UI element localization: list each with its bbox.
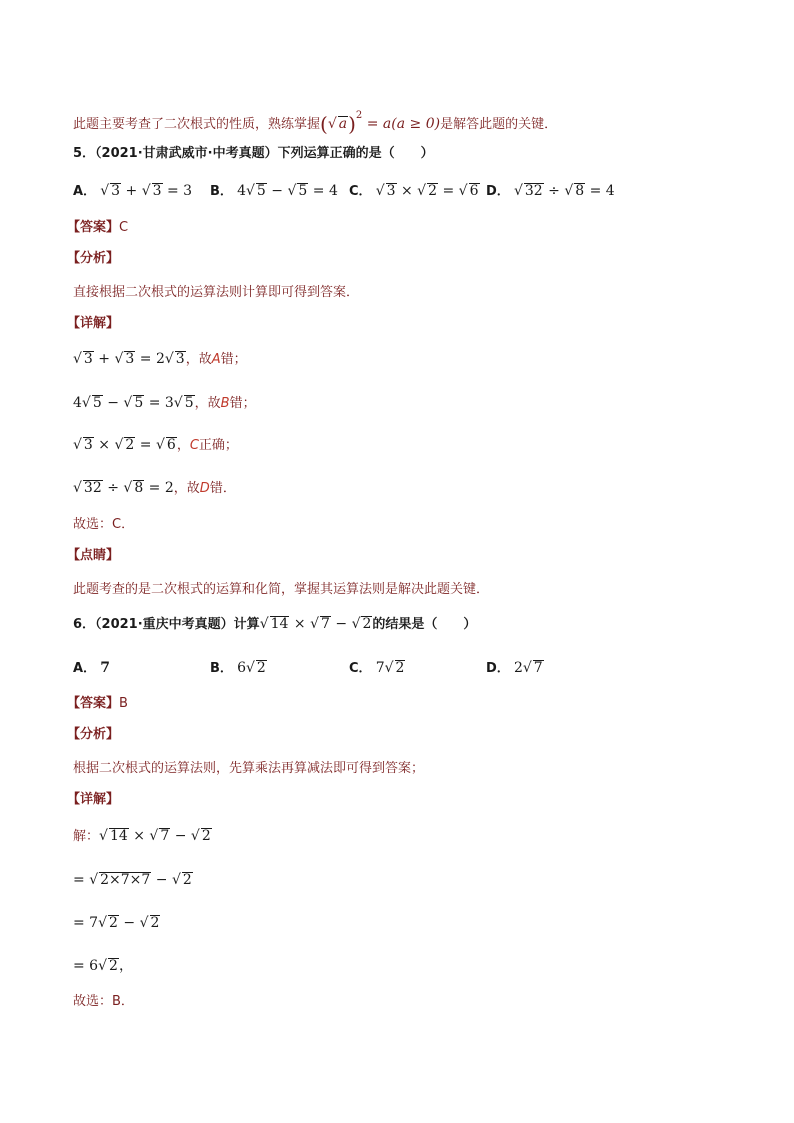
q5-answer: 【答案】C bbox=[67, 220, 129, 235]
intro-line: 此题主要考查了二次根式的性质，熟练掌握(√ a)$^2$ = a(a ≥ 0)是解答此题的关键． bbox=[73, 110, 558, 136]
math-text: = bbox=[438, 183, 459, 199]
q6-choose: 故选：B． bbox=[73, 994, 134, 1009]
math-text: ÷ bbox=[102, 480, 124, 496]
radicand: 2 bbox=[362, 616, 372, 632]
math-text: − bbox=[151, 872, 172, 888]
math-text: − bbox=[102, 395, 124, 411]
math-text: = 7 bbox=[73, 915, 99, 931]
math-text: = 3 bbox=[162, 183, 193, 199]
intro-formula: (√ a)$^2$ = a(a ≥ 0) bbox=[320, 110, 441, 136]
math-text: × bbox=[93, 437, 115, 453]
math-text: + bbox=[121, 183, 142, 199]
q6-option-d[interactable]: D． 2√ 7 bbox=[486, 660, 543, 676]
radicand: 6 bbox=[166, 437, 176, 453]
radicand: 32 bbox=[83, 480, 102, 496]
radical-sign: √ bbox=[155, 437, 165, 453]
q5-comment-tag: 【点睛】 bbox=[67, 548, 120, 563]
q6-detail-tag: 【详解】 bbox=[67, 792, 120, 807]
q6-option-a[interactable]: A． 7 bbox=[73, 660, 110, 676]
radicand: 3 bbox=[83, 437, 93, 453]
math-text: − bbox=[170, 828, 191, 844]
math-text: × bbox=[396, 183, 418, 199]
math-text: × bbox=[128, 828, 150, 844]
radicand: 2 bbox=[109, 915, 118, 931]
math-text: × bbox=[289, 616, 311, 632]
radical-sign: √ bbox=[310, 616, 319, 632]
radicand: 2×7×7 bbox=[100, 872, 151, 888]
q6-option-c[interactable]: C． 7√ 2 bbox=[349, 660, 405, 676]
radicand: 8 bbox=[575, 183, 585, 199]
q5-heading: 5．（2021·甘肃武威市·中考真题）下列运算正确的是（ ） bbox=[73, 146, 434, 161]
math-text: ， bbox=[118, 958, 133, 974]
q6-step-1: 解：√ 14 × √ 7 − √ 2 bbox=[73, 828, 211, 844]
math-text: = 4 bbox=[585, 183, 615, 199]
radicand: 2 bbox=[125, 437, 135, 453]
q5-analysis: 直接根据二次根式的运算法则计算即可得到答案． bbox=[73, 285, 360, 300]
q6-analysis: 根据二次根式的运算法则，先算乘法再算减法即可得到答案； bbox=[73, 761, 425, 776]
radical-sign: √ bbox=[123, 480, 133, 496]
math-text: − bbox=[118, 915, 140, 931]
radical-sign: √ bbox=[98, 958, 108, 974]
q5-step-2: 4√ 5 − √ 5 = 3√ 5，故B错； bbox=[73, 395, 256, 411]
radicand: 7 bbox=[321, 616, 330, 632]
radicand: 8 bbox=[134, 480, 144, 496]
radicand: 32 bbox=[524, 183, 543, 199]
radicand: 14 bbox=[109, 828, 128, 844]
q5-comment: 此题考查的是二次根式的运算和化简，掌握其运算法则是解决此题关键． bbox=[73, 582, 490, 597]
radical-sign: √ bbox=[98, 915, 108, 931]
radicand: 2 bbox=[201, 828, 211, 844]
q5-choose: 故选：C． bbox=[73, 517, 135, 532]
math-text: 4 bbox=[237, 183, 246, 199]
radicand: 5 bbox=[92, 395, 102, 411]
radical-sign: √ bbox=[513, 183, 523, 199]
math-text: = 2 bbox=[135, 351, 165, 367]
math-text: = 3 bbox=[144, 395, 174, 411]
radical-sign: √ bbox=[89, 872, 99, 888]
q5-option-d[interactable]: D． √ 32 ÷ √ 8 = 4 bbox=[486, 183, 615, 199]
q6-option-b[interactable]: B． 6√ 2 bbox=[210, 660, 266, 676]
math-text: = 4 bbox=[308, 183, 338, 199]
math-text: + bbox=[93, 351, 115, 367]
q6-analysis-tag: 【分析】 bbox=[67, 727, 120, 742]
q5-detail-tag: 【详解】 bbox=[67, 316, 120, 331]
q5-step-4: √ 32 ÷ √ 8 = 2，故D错． bbox=[73, 480, 236, 496]
radicand: 3 bbox=[386, 183, 396, 199]
radicand: 2 bbox=[428, 183, 438, 199]
radicand: 14 bbox=[270, 616, 289, 632]
radicand: 6 bbox=[469, 183, 479, 199]
radical-sign: √ bbox=[114, 437, 124, 453]
radicand: 2 bbox=[109, 958, 118, 974]
radical-sign: √ bbox=[564, 183, 574, 199]
radical-sign: √ bbox=[149, 828, 159, 844]
radical-sign: √ bbox=[164, 351, 174, 367]
radical-sign: √ bbox=[171, 872, 181, 888]
q5-step-3: √ 3 × √ 2 = √ 6，C正确； bbox=[73, 437, 238, 453]
radical-sign: √ bbox=[287, 183, 297, 199]
radical-sign: √ bbox=[123, 395, 133, 411]
math-text: − bbox=[330, 616, 352, 632]
radicand: 5 bbox=[184, 395, 194, 411]
q5-option-c[interactable]: C． √ 3 × √ 2 = √ 6 bbox=[349, 183, 479, 199]
radical-sign: √ bbox=[351, 616, 361, 632]
q6-step-3 bbox=[73, 913, 160, 934]
radical-sign: √ bbox=[139, 915, 149, 931]
radical-sign: √ bbox=[73, 437, 82, 453]
q6-heading: 6．（2021·重庆中考真题）计算√ 14 × √ 7 − √ 2的结果是（ ） bbox=[73, 616, 477, 632]
q5-analysis-tag: 【分析】 bbox=[67, 251, 120, 266]
radical-sign: √ bbox=[173, 395, 183, 411]
math-text: = 6 bbox=[73, 958, 99, 974]
radical-sign: √ bbox=[375, 183, 385, 199]
q6-step-4 bbox=[73, 956, 133, 977]
radical-sign: √ bbox=[73, 480, 82, 496]
radical-sign: √ bbox=[259, 616, 269, 632]
radicand: 3 bbox=[175, 351, 185, 367]
radical-sign: √ bbox=[190, 828, 200, 844]
radical-sign: √ bbox=[114, 351, 124, 367]
q5-step-1: √ 3 + √ 3 = 2√ 3，故A错； bbox=[73, 351, 247, 367]
radicand: 5 bbox=[256, 183, 266, 199]
math-text: 4 bbox=[73, 395, 82, 411]
q5-option-b[interactable]: B． 4√ 5 − √ 5 = 4 bbox=[210, 183, 338, 199]
radicand: 3 bbox=[125, 351, 135, 367]
radical-sign: √ bbox=[417, 183, 427, 199]
radicand: 5 bbox=[134, 395, 144, 411]
q5-option-a[interactable]: A． √ 3 + √ 3 = 3 bbox=[73, 183, 193, 199]
radicand: 2 bbox=[150, 915, 160, 931]
radical-sign: √ bbox=[141, 183, 151, 199]
radical-sign: √ bbox=[458, 183, 468, 199]
radical-sign: √ bbox=[81, 395, 91, 411]
radical-sign: √ bbox=[245, 183, 255, 199]
math-text: = 2 bbox=[144, 480, 174, 496]
math-text: = bbox=[73, 872, 90, 888]
q6-step-2 bbox=[73, 870, 193, 891]
radical-sign: √ bbox=[99, 828, 108, 844]
math-text: − bbox=[266, 183, 288, 199]
radical-sign: √ bbox=[100, 183, 110, 199]
radicand: 3 bbox=[111, 183, 121, 199]
radical-sign: √ bbox=[73, 351, 82, 367]
q6-answer: 【答案】B bbox=[67, 696, 128, 711]
radicand: 7 bbox=[160, 828, 170, 844]
radicand: 5 bbox=[298, 183, 308, 199]
math-text: = bbox=[135, 437, 156, 453]
math-text: ÷ bbox=[543, 183, 565, 199]
radicand: 3 bbox=[152, 183, 162, 199]
radicand: 3 bbox=[83, 351, 93, 367]
radicand: 2 bbox=[182, 872, 192, 888]
